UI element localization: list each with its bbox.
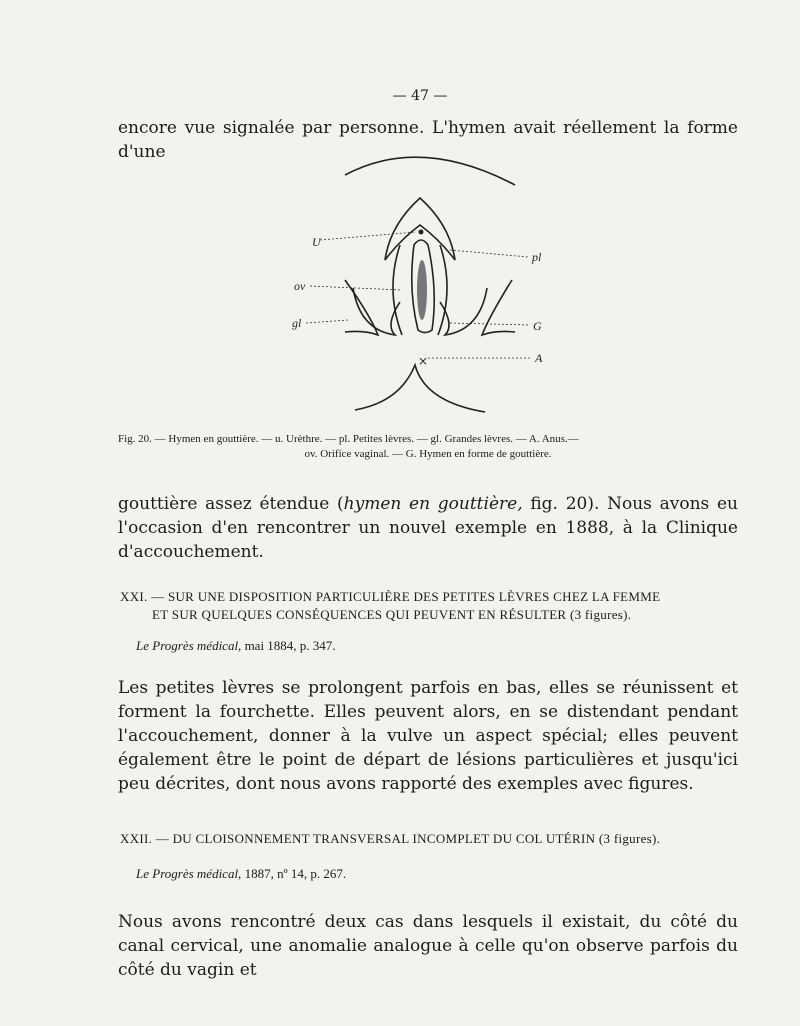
- section-22-body: Nous avons rencontré deux cas dans lesquels il existait, du côté du canal cervical, une anomalie analogue à celle qu'on observe parfois du côté du vagin et: [118, 912, 738, 980]
- urethra-dot: [419, 230, 424, 235]
- figure-hymen-diagram: [250, 140, 590, 430]
- caption-line-1: Fig. 20. — Hymen en gouttière. — u. Urèthre. — pl. Petites lèvres. — gl. Grandes lèvres. — A. Anus.—: [118, 433, 579, 445]
- paragraph-top: encore vue signalée par personne. L'hymen avait réellement la forme d'une: [118, 118, 738, 162]
- section-22-journal: Le Progrès médical,: [136, 866, 242, 881]
- mons-arc: [345, 157, 515, 185]
- anus-marker: ×: [418, 354, 429, 368]
- section-22-heading: XXII. — DU CLOISONNEMENT TRANSVERSAL INCOMPLET DU COL UTÉRIN (3 figures).: [120, 831, 661, 846]
- caption-line-2: ov. Orifice vaginal. — G. Hymen en forme de gouttière.: [304, 448, 552, 460]
- label-pl: pl: [532, 250, 542, 264]
- section-22-ref-details: 1887, nº 14, p. 267.: [241, 866, 347, 881]
- vaginal-orifice: [417, 260, 427, 320]
- paragraph-mid: [118, 492, 738, 564]
- label-u: U: [312, 235, 321, 249]
- anus-curve: [355, 365, 485, 412]
- label-gl: gl: [292, 316, 302, 330]
- section-21-heading: [120, 588, 740, 624]
- section-21-journal: Le Progrès médical,: [136, 638, 242, 653]
- section-22-reference: [136, 866, 346, 882]
- paragraph-mid-part1: gouttière assez étendue (: [118, 494, 344, 514]
- page-number: — 47 —: [392, 88, 448, 104]
- section-21-ref-details: mai 1884, p. 347.: [241, 638, 336, 653]
- label-g: G: [533, 319, 542, 333]
- anatomical-drawing: [250, 140, 590, 430]
- section-21-line-2: ET SUR QUELQUES CONSÉQUENCES QUI PEUVENT EN RÉSULTER (3 figures).: [152, 607, 632, 622]
- label-a: A: [535, 351, 543, 365]
- paragraph-mid-italic: hymen en gouttière,: [343, 494, 523, 514]
- paragraph-mid-part2: fig. 20). Nous avons eu l'occasion d'en rencontrer un nouvel exemple en 1888, à la Clinique d'accouchement.: [118, 494, 738, 562]
- section-21-line-1: XXI. — SUR UNE DISPOSITION PARTICULIÈRE DES PETITES LÈVRES CHEZ LA FEMME: [120, 589, 661, 604]
- figure-caption: [118, 432, 738, 462]
- labia-minora-top: [385, 198, 455, 260]
- section-21-reference: [136, 638, 336, 654]
- label-ov: ov: [294, 279, 306, 293]
- section-21-body: Les petites lèvres se prolongent parfois en bas, elles se réunissent et forment la fourchette. Elles peuvent alors, en se distendant pendant l'accouchement, donner à la vulve un aspect spécial; elles peuvent également être le point de départ de lésions particulières et jusqu'ici peu décrites, dont nous avons rapporté des exemples avec figures.: [118, 678, 738, 794]
